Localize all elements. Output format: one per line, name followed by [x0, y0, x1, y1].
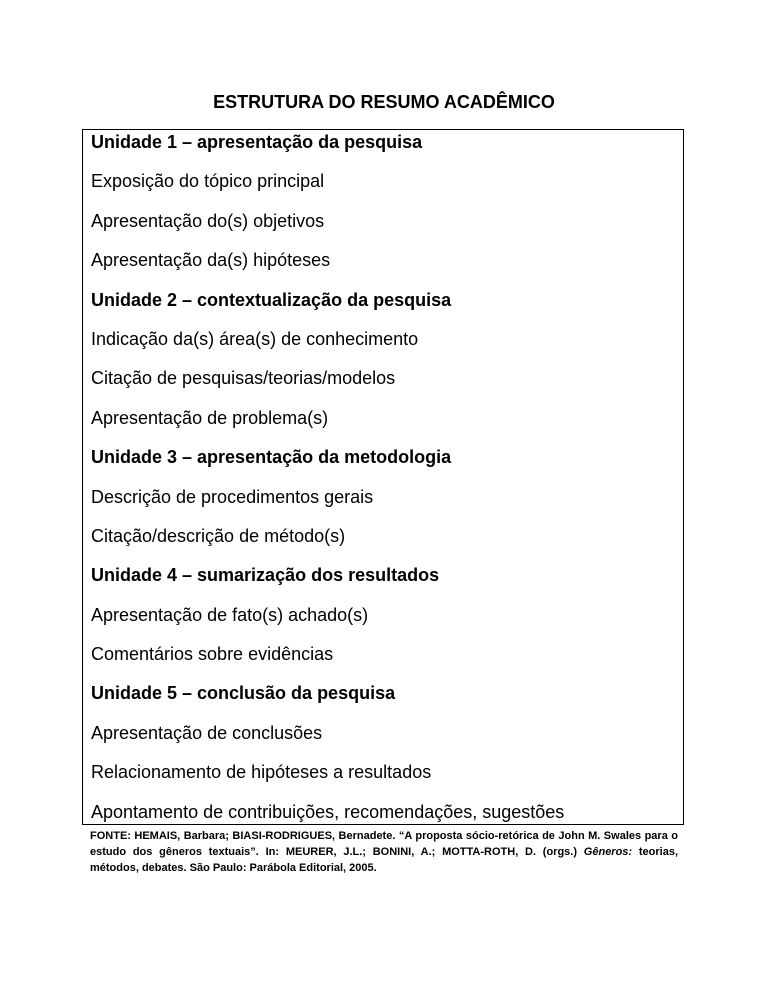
- list-item: Descrição de procedimentos gerais: [91, 486, 374, 507]
- list-item: Citação/descrição de método(s): [91, 525, 346, 546]
- list-item: Comentários sobre evidências: [91, 644, 334, 665]
- unit-heading: Unidade 4 – sumarização dos resultados: [91, 565, 440, 586]
- summary-structure-table: [82, 129, 684, 825]
- list-item: Apresentação de conclusões: [91, 722, 323, 743]
- citation-text-part1: FONTE: HEMAIS, Barbara; BIASI-RODRIGUES, Bernadete. “A proposta sócio-retórica de John M. Swales para o estudo dos gêneros textuais”. In: MEURER, J.L.; BONINI, A.; MOTTA-ROTH, D. (orgs.): [90, 830, 678, 858]
- list-item: Exposição do tópico principal: [91, 171, 325, 192]
- list-item: Citação de pesquisas/teorias/modelos: [91, 368, 396, 389]
- summary-structure-rows: [91, 130, 679, 839]
- citation-text-part2: teorias, métodos, debates. São Paulo: Parábola Editorial, 2005.: [90, 846, 678, 874]
- list-item: Apontamento de contribuições, recomendações, sugestões: [91, 801, 565, 822]
- unit-heading: Unidade 5 – conclusão da pesquisa: [91, 683, 396, 704]
- list-item: Indicação da(s) área(s) de conhecimento: [91, 328, 419, 349]
- unit-heading: Unidade 3 – apresentação da metodologia: [91, 447, 452, 468]
- list-item: Apresentação da(s) hipóteses: [91, 250, 331, 271]
- list-item: Apresentação de fato(s) achado(s): [91, 604, 369, 625]
- list-item: Relacionamento de hipóteses a resultados: [91, 762, 432, 783]
- source-citation: [90, 828, 678, 876]
- unit-heading: Unidade 2 – contextualização da pesquisa: [91, 289, 452, 310]
- list-item: Apresentação do(s) objetivos: [91, 210, 325, 231]
- unit-heading: Unidade 1 – apresentação da pesquisa: [91, 132, 423, 152]
- document-title: ESTRUTURA DO RESUMO ACADÊMICO: [213, 92, 555, 112]
- citation-book-title: Gêneros:: [583, 846, 633, 858]
- list-item: Apresentação de problema(s): [91, 407, 329, 428]
